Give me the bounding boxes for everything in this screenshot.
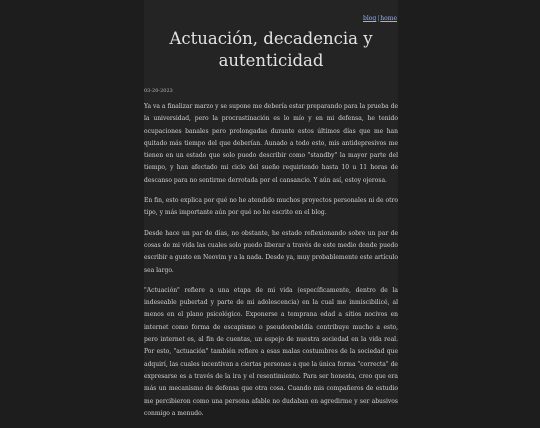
post-date: 03-20-2023 xyxy=(144,88,173,94)
post-body xyxy=(144,101,398,428)
post-paragraph: En fin, esto explica por qué no he atendido muchos proyectos personales ni de otro tipo, y más importante aún por qué no he escrito en el blog. xyxy=(144,197,398,217)
post-title: Actuación, decadencia y autenticidad xyxy=(169,29,373,70)
top-nav xyxy=(363,15,397,22)
post-paragraph: "Actuación" refiere a una etapa de mi vida (específicamente, dentro de la indeseable pubertad y parte de mi adolescencia) en la cual me inmiscibilicé, al menos en el plano psicológico. Exponerse a temprana edad a sitios nocivos en internet como forma de escapismo o pseudorebeldía contribuye mucho a esto, pero internet es, al fin de cuentas, un espejo de nuestra sociedad en la vida real. Por esto, "actuación" también refiere a esas malas costumbres de la sociedad que adquirí, las cuales incentivan a ciertas personas a que la única forma "correcta" de expresarse es a través de la ira y el resentimiento. Para ser honesta, creo que era más un mecanismo de defensa que otra cosa. Cuando mis compañeros de estudio me percibieron como una persona afable no dudaban en agredirme y ser abusivos conmigo a menudo. xyxy=(144,286,398,417)
nav-link-blog[interactable]: blog xyxy=(363,15,377,22)
post-paragraph: Ya va a finalizar marzo y se supone me debería estar preparando para la prueba de la universidad, pero la procrastinación es lo mío y en mi defensa, he tenido ocupaciones banales pero prolongadas durante estos últimos días que me han quitado más tiempo del que deberían. Aunado a todo esto, mis antidepresivos me tienen en un estado que solo puedo describir como "standby" la mayor parte del tiempo, y han afectado mi ciclo del sueño requiriendo hasta 10 u 11 horas de descanso para no sentirme derrotada por el cansancio. Y aún así, estoy ojerosa. xyxy=(144,103,398,184)
post-paragraph: Desde hace un par de días, no obstante, he estado reflexionando sobre un par de cosas de mi vida las cuales solo puedo liberar a través de este medio donde puedo escribir a gusto en Neovim y a la nada. Desde ya, muy probablemente este artículo sea largo. xyxy=(144,229,398,274)
nav-separator: | xyxy=(377,15,380,22)
nav-link-home[interactable]: home xyxy=(380,15,397,22)
